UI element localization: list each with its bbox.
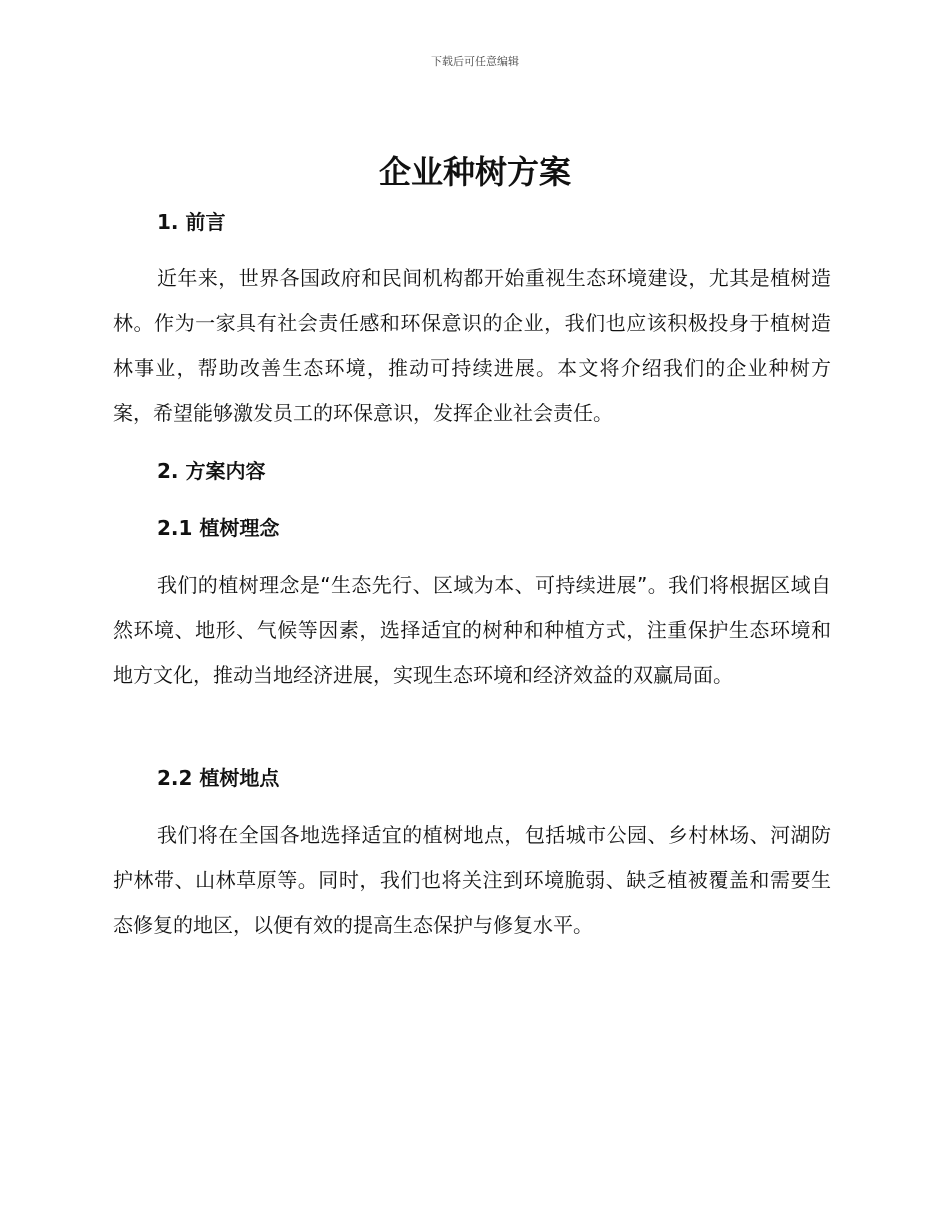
section-heading-planting-locations: 2.2 植树地点 bbox=[157, 766, 280, 790]
paragraph-preface: 近年来，世界各国政府和民间机构都开始重视生态环境建设，尤其是植树造林。作为一家具有社会责任感和环保意识的企业，我们也应该积极投身于植树造林事业，帮助改善生态环境，推动可持续进展。本文将介绍我们的企业种树方案，希望能够激发员工的环保意识，发挥企业社会责任。 bbox=[113, 266, 831, 425]
paragraph-planting-philosophy: 我们的植树理念是“生态先行、区域为本、可持续进展”。我们将根据区域自然环境、地形、气候等因素，选择适宜的树种和种植方式，注重保护生态环境和地方文化，推动当地经济进展，实现生态环境和经济效益的双赢局面。 bbox=[113, 573, 831, 687]
section-heading-planting-philosophy: 2.1 植树理念 bbox=[157, 516, 280, 540]
header-note: 下载后可任意编辑 bbox=[431, 55, 519, 68]
section-heading-plan-content: 2. 方案内容 bbox=[157, 459, 266, 483]
document-title: 企业种树方案 bbox=[378, 153, 571, 191]
paragraph-planting-locations: 我们将在全国各地选择适宜的植树地点，包括城市公园、乡村林场、河湖防护林带、山林草原等。同时，我们也将关注到环境脆弱、缺乏植被覆盖和需要生态修复的地区，以便有效的提高生态保护与修复水平。 bbox=[113, 823, 831, 937]
section-heading-preface: 1. 前言 bbox=[157, 210, 226, 234]
